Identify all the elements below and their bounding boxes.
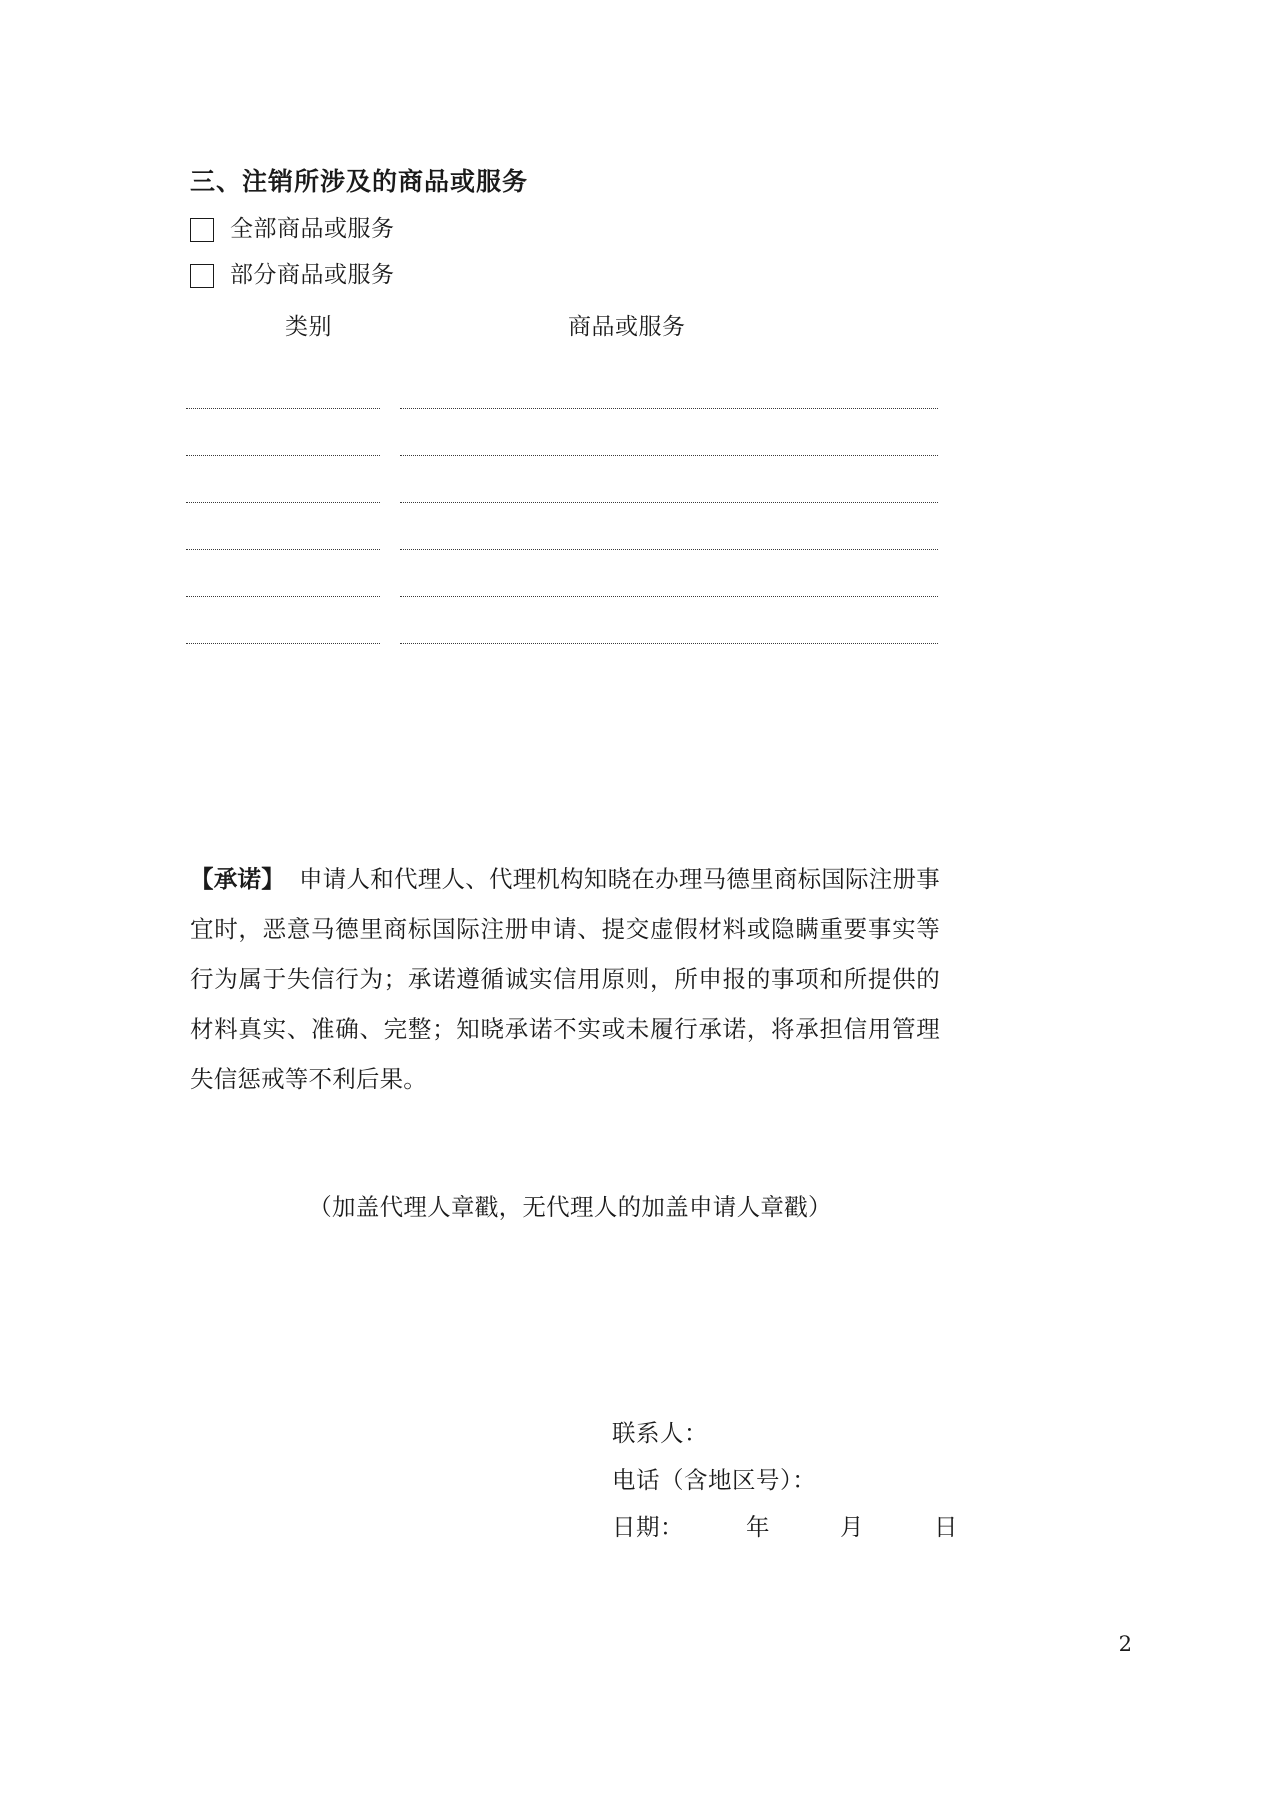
date-unit-year: 年: [746, 1513, 770, 1541]
table-row[interactable]: [186, 550, 938, 597]
commitment-paragraph: [190, 854, 940, 1104]
goods-table-header: [190, 308, 940, 340]
contact-person-label: 联系人：: [612, 1419, 708, 1447]
section-heading: 三、注销所涉及的商品或服务: [190, 167, 529, 196]
goods-fill-line[interactable]: [400, 643, 938, 644]
phone-label: 电话（含地区号）：: [612, 1466, 817, 1494]
date-line: [612, 1504, 958, 1551]
table-row[interactable]: [186, 456, 938, 503]
checkbox-icon-all-goods[interactable]: [190, 218, 214, 242]
commitment-text: 申请人和代理人、代理机构知晓在办理马德里商标国际注册事宜时，恶意马德里商标国际注册申请、提交虚假材料或隐瞒重要事实等行为属于失信行为；承诺遵循诚实信用原则，所申报的事项和所提供的材料真实、准确、完整；知晓承诺不实或未履行承诺，将承担信用管理失信惩戒等不利后果。: [190, 864, 940, 1093]
scope-option-all[interactable]: [190, 216, 395, 244]
scope-option-partial-label: 部分商品或服务: [230, 262, 395, 288]
column-header-category: 类别: [285, 314, 332, 340]
table-row[interactable]: [186, 597, 938, 644]
date-label: 日期：: [612, 1513, 684, 1541]
goods-table-rows: [186, 362, 938, 644]
column-header-goods-or-services: 商品或服务: [568, 314, 686, 340]
scope-option-all-label: 全部商品或服务: [230, 216, 395, 242]
table-row[interactable]: [186, 362, 938, 409]
seal-note: （加盖代理人章戳，无代理人的加盖申请人章戳）: [308, 1193, 832, 1221]
category-fill-line[interactable]: [186, 643, 380, 644]
scope-option-partial[interactable]: [190, 262, 395, 290]
page-number: 2: [1118, 1632, 1132, 1656]
checkbox-icon-partial-goods[interactable]: [190, 264, 214, 288]
table-row[interactable]: [186, 503, 938, 550]
commitment-tag: 【承诺】: [190, 864, 285, 893]
date-unit-day: 日: [934, 1513, 958, 1541]
table-row[interactable]: [186, 409, 938, 456]
contact-block: [612, 1410, 958, 1551]
date-unit-month: 月: [840, 1513, 864, 1541]
